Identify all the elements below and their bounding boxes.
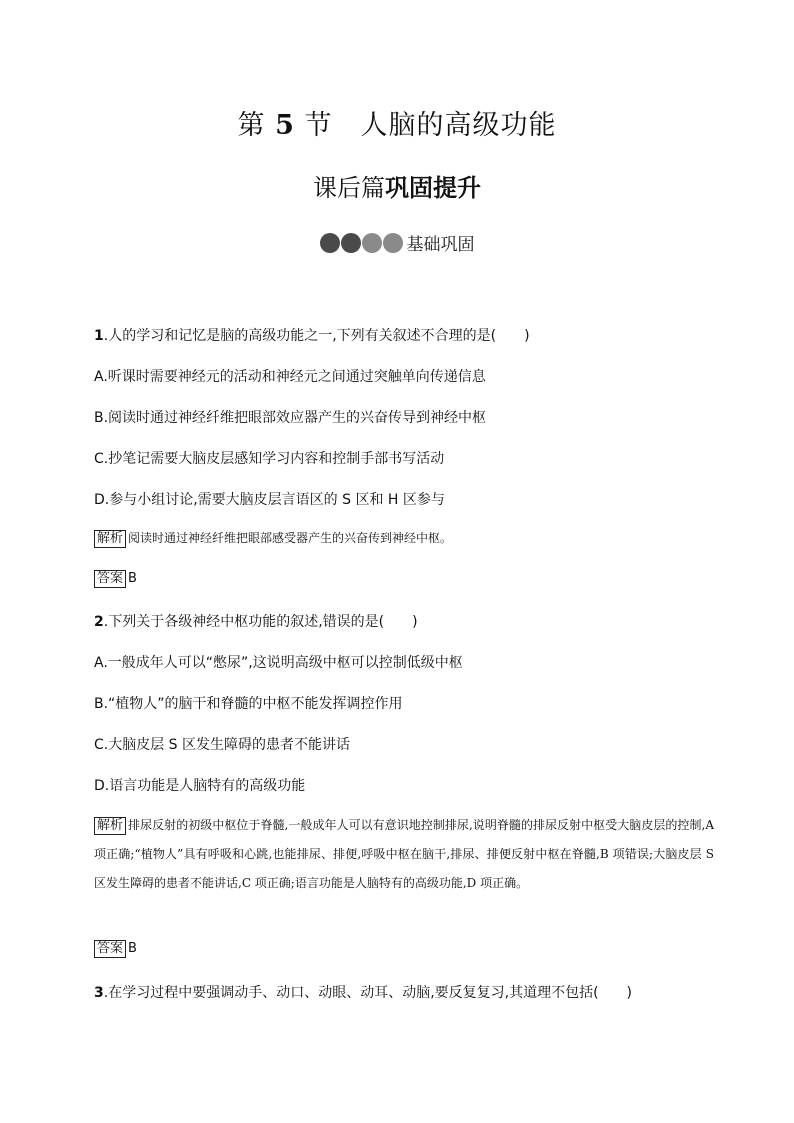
explanation-tag: 解析 (94, 530, 126, 548)
question-2-stem: 2.下列关于各级神经中枢功能的叙述,错误的是( ) (94, 614, 418, 630)
answer-tag: 答案 (94, 940, 126, 958)
question-1-answer: 答案 B (94, 570, 137, 588)
explanation-tag: 解析 (94, 817, 126, 835)
question-1-option-a: A.听课时需要神经元的活动和神经元之间通过突触单向传递信息 (94, 369, 486, 385)
question-1-explanation: 解析 阅读时通过神经纤维把眼部感受器产生的兴奋传到神经中枢。 (94, 524, 714, 553)
question-1-stem: 1.人的学习和记忆是脑的高级功能之一,下列有关叙述不合理的是( ) (94, 328, 530, 344)
question-2-option-a: A.一般成年人可以“憋尿”,这说明高级中枢可以控制低级中枢 (94, 655, 463, 671)
question-2-option-c: C.大脑皮层 S 区发生障碍的患者不能讲话 (94, 737, 351, 753)
level-dot-filled-icon (320, 233, 340, 253)
subtitle-plain: 课后篇 (313, 174, 385, 202)
difficulty-level (0, 230, 794, 255)
title-prefix: 第 (237, 110, 266, 141)
subtitle-bold: 巩固提升 (385, 174, 481, 202)
page-subtitle (0, 168, 794, 203)
question-1-option-c: C.抄笔记需要大脑皮层感知学习内容和控制手部书写活动 (94, 451, 445, 467)
question-2-option-d: D.语言功能是人脑特有的高级功能 (94, 778, 306, 794)
question-1-option-d: D.参与小组讨论,需要大脑皮层言语区的 S 区和 H 区参与 (94, 492, 445, 508)
question-2-explanation: 解析 排尿反射的初级中枢位于脊髓,一般成年人可以有意识地控制排尿,说明脊髓的排尿反射中枢受大脑皮层的控制,A 项正确;“植物人”具有呼吸和心跳,也能排尿、排便,呼吸中枢在脑干,排尿、排便反射中枢在脊髓,B 项错误;大脑皮层 S 区发生障碍的患者不能讲话,C 项正确;语言功能是人脑特有的高级功能,D 项正确。 (94, 818, 714, 890)
question-3-stem: 3.在学习过程中要强调动手、动口、动眼、动耳、动脑,要反复复习,其道理不包括( ) (94, 985, 633, 1001)
question-2-answer: 答案 B (94, 940, 137, 958)
page-title (0, 103, 794, 142)
level-dot-empty-icon (383, 233, 403, 253)
level-label: 基础巩固 (406, 235, 475, 255)
title-section-number: 5 (275, 110, 295, 141)
answer-tag: 答案 (94, 570, 126, 588)
title-suffix: 节 人脑的高级功能 (304, 110, 557, 141)
level-dot-empty-icon (362, 233, 382, 253)
question-2-option-b: B.“植物人”的脑干和脊髓的中枢不能发挥调控作用 (94, 696, 403, 712)
question-1-option-b: B.阅读时通过神经纤维把眼部效应器产生的兴奋传导到神经中枢 (94, 410, 487, 426)
level-dot-filled-icon (341, 233, 361, 253)
